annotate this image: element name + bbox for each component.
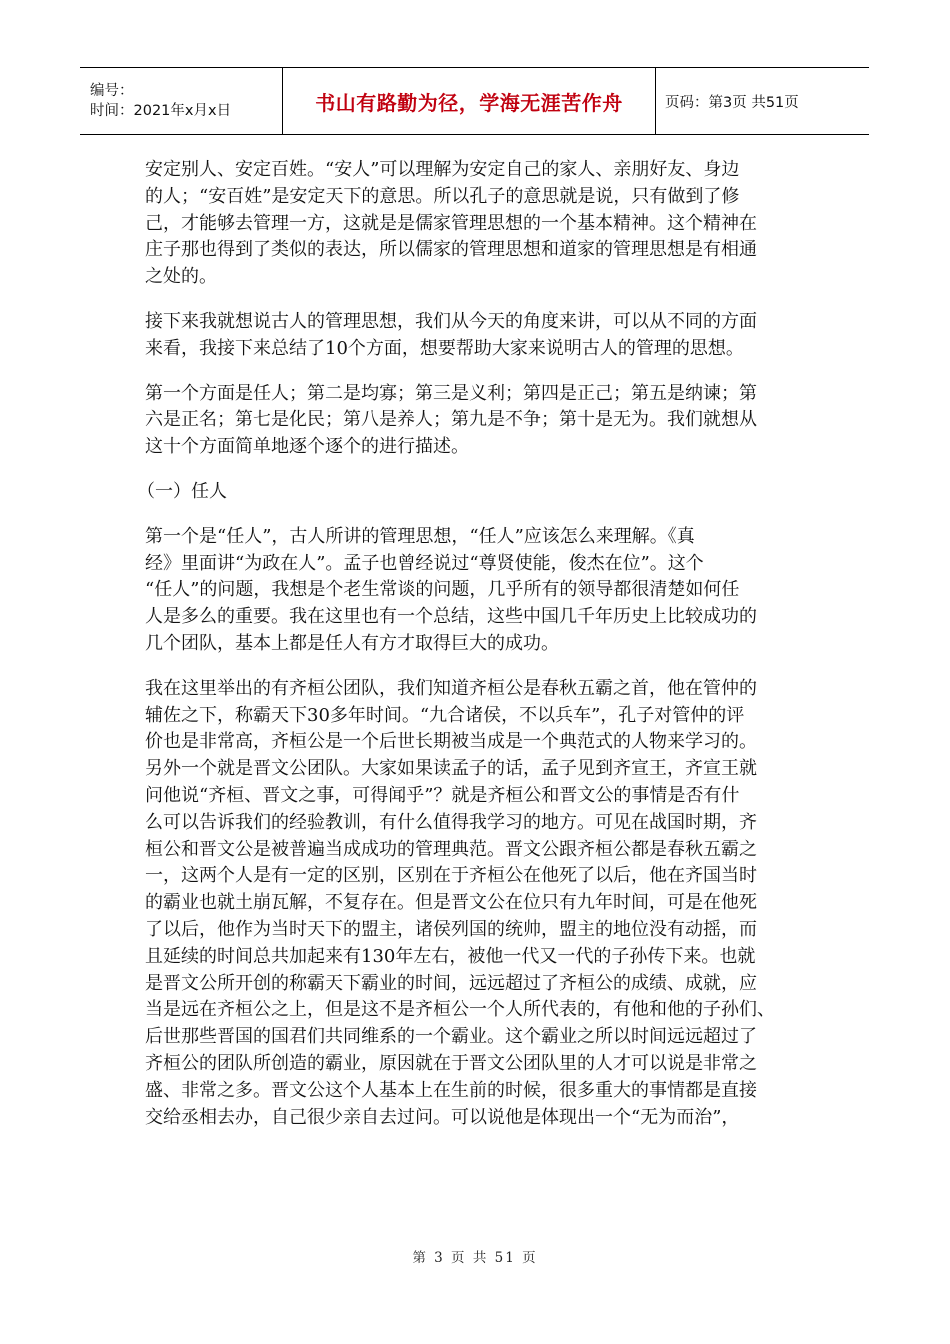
paragraph-line: 了以后，他作为当时天下的盟主，诸侯列国的统帅，盟主的地位没有动摇，而 — [145, 918, 757, 940]
paragraph-line: 几个团队，基本上都是任人有方才取得巨大的成功。 — [145, 632, 559, 654]
paragraph-line: 我在这里举出的有齐桓公团队，我们知道齐桓公是春秋五霸之首，他在管仲的 — [145, 677, 757, 699]
paragraph-line: 么可以告诉我们的经验教训，有什么值得我学习的地方。可见在战国时期，齐 — [145, 811, 757, 833]
paragraph-line: 一，这两个人是有一定的区别，区别在于齐桓公在他死了以后，他在齐国当时 — [145, 865, 757, 887]
paragraph-line: 是晋文公所开创的称霸天下霸业的时间，远远超过了齐桓公的成绩、成就，应 — [145, 972, 757, 994]
paragraph-line: 交给丞相去办，自己很少亲自去过问。可以说他是体现出一个“无为而治”， — [145, 1106, 740, 1128]
page-header — [80, 67, 869, 135]
paragraph-line: 六是正名；第七是化民；第八是养人；第九是不争；第十是无为。我们就想从 — [145, 409, 757, 431]
header-motto-cell — [283, 68, 656, 134]
paragraph-line: “任人”的问题，我想是个老生常谈的问题，几乎所有的领导都很清楚如何任 — [145, 579, 740, 601]
paragraph-line: 经》里面讲“为政在人”。孟子也曾经说过“尊贤使能，俊杰在位”。这个 — [145, 552, 704, 574]
paragraph-line: 这十个方面简单地逐个逐个的进行描述。 — [145, 436, 469, 458]
paragraph-line: 齐桓公的团队所创造的霸业，原因就在于晋文公团队里的人才可以说是非常之 — [145, 1052, 757, 1074]
body-paragraph — [145, 309, 805, 363]
document-time-label: 时间：2021年x月x日 — [90, 103, 232, 119]
paragraph-line: 的人；“安百姓”是安定天下的意思。所以孔子的意思就是说，只有做到了修 — [145, 185, 740, 207]
header-page-info: 页码：第3页 共51页 — [665, 94, 799, 111]
document-body — [137, 157, 805, 1149]
header-page-cell — [656, 68, 869, 134]
header-motto: 书山有路勤为径，学海无涯苦作舟 — [315, 90, 623, 115]
paragraph-line: 当是远在齐桓公之上，但是这不是齐桓公一个人所代表的，有他和他的子孙们、 — [145, 999, 775, 1021]
paragraph-line: 接下来我就想说古人的管理思想，我们从今天的角度来讲，可以从不同的方面 — [145, 310, 757, 332]
paragraph-line: 价也是非常高，齐桓公是一个后世长期被当成是一个典范式的人物来学习的。 — [145, 731, 757, 753]
paragraph-line: 第一个方面是任人；第二是均寡；第三是义利；第四是正己；第五是纳谏；第 — [145, 382, 757, 404]
paragraph-line: 另外一个就是晋文公团队。大家如果读孟子的话，孟子见到齐宣王，齐宣王就 — [145, 758, 757, 780]
paragraph-line: 且延续的时间总共加起来有130年左右，被他一代又一代的子孙传下来。也就 — [145, 945, 756, 967]
paragraph-line: 安定别人、安定百姓。“安人”可以理解为安定自己的家人、亲朋好友、身边 — [145, 159, 740, 180]
paragraph-line: 盛、非常之多。晋文公这个人基本上在生前的时候，很多重大的事情都是直接 — [145, 1079, 757, 1101]
body-paragraph — [145, 676, 805, 1132]
paragraph-line: 来看，我接下来总结了10个方面，想要帮助大家来说明古人的管理的思想。 — [145, 337, 744, 359]
paragraph-line: 问他说“齐桓、晋文之事，可得闻乎”？就是齐桓公和晋文公的事情是否有什 — [145, 784, 740, 806]
section-heading: （一）任人 — [137, 480, 227, 502]
paragraph-line: 的霸业也就土崩瓦解，不复存在。但是晋文公在位只有九年时间，可是在他死 — [145, 892, 757, 914]
document-number-label: 编号： — [90, 83, 134, 99]
paragraph-line: 人是多么的重要。我在这里也有一个总结，这些中国几千年历史上比较成功的 — [145, 606, 757, 628]
paragraph-line: 之处的。 — [145, 266, 217, 288]
paragraph-line: 桓公和晋文公是被普遍当成成功的管理典范。晋文公跟齐桓公都是春秋五霸之 — [145, 838, 757, 860]
body-paragraph — [145, 157, 805, 291]
header-info-cell — [80, 68, 283, 134]
body-paragraph — [145, 381, 805, 461]
paragraph-line: 庄子那也得到了类似的表达，所以儒家的管理思想和道家的管理思想是有相通 — [145, 239, 757, 261]
paragraph-line: 辅佐之下，称霸天下30多年时间。“九合诸侯，不以兵车”，孔子对管仲的评 — [145, 704, 745, 726]
paragraph-line: 后世那些晋国的国君们共同维系的一个霸业。这个霸业之所以时间远远超过了 — [145, 1026, 757, 1048]
page-footer: 第 3 页 共 51 页 — [412, 1250, 538, 1266]
paragraph-line: 己，才能够去管理一方，这就是是儒家管理思想的一个基本精神。这个精神在 — [145, 212, 757, 234]
paragraph-line: 第一个是“任人”，古人所讲的管理思想，“任人”应该怎么来理解。《真 — [145, 525, 695, 547]
body-paragraph — [145, 524, 805, 658]
